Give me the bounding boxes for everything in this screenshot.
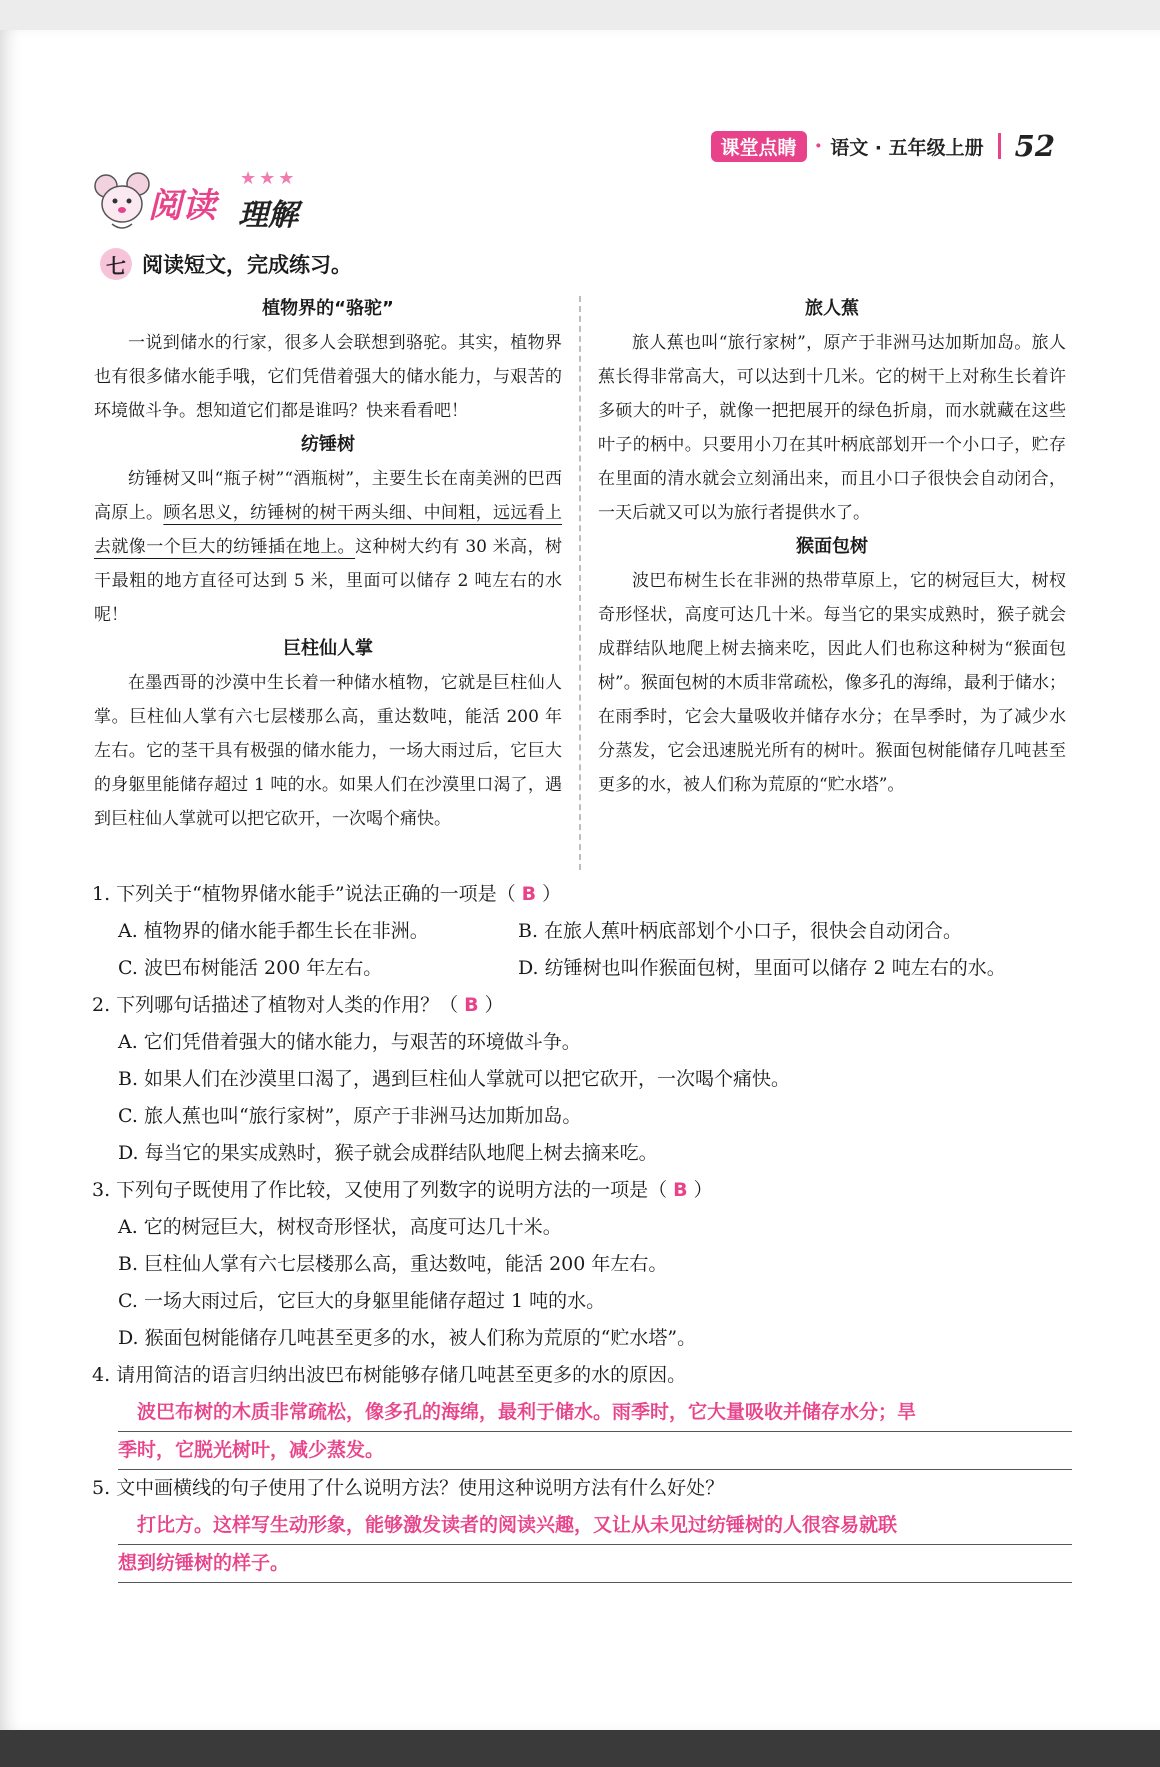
task-heading: [100, 248, 352, 280]
answer-5: [118, 1507, 1072, 1583]
option-d: D. 纺锤树也叫作猴面包树，里面可以储存 2 吨左右的水。: [518, 957, 1006, 979]
section-title-baobab: 猴面包树: [796, 536, 868, 557]
question-list: [92, 876, 1072, 1583]
option-b: B. 在旅人蕉叶柄底部划个小口子，很快会自动闭合。: [518, 920, 963, 942]
section-logo: [92, 168, 332, 238]
page-header: [711, 128, 1056, 164]
section-title-travellers-tree: 旅人蕉: [805, 298, 859, 319]
question-1-options-row-2: [118, 950, 1072, 987]
question-1-options-row-1: [118, 913, 1072, 950]
brand-badge: 课堂点睛: [711, 131, 807, 162]
option-d: D. 猴面包树能储存几吨甚至更多的水，被人们称为荒原的“贮水塔”。: [118, 1327, 697, 1349]
answer-4: [118, 1394, 1072, 1470]
option-c: C. 旅人蕉也叫“旅行家树”，原产于非洲马达加斯加岛。: [118, 1105, 582, 1127]
mouse-mascot-icon: [92, 172, 154, 234]
task-instruction: 阅读短文，完成练习。: [142, 253, 352, 277]
option-d: D. 每当它的果实成熟时，猴子就会成群结队地爬上树去摘来吃。: [118, 1142, 658, 1164]
question-5: 5. 文中画横线的句子使用了什么说明方法？使用这种说明方法有什么好处？: [92, 1477, 725, 1499]
answer-5-line-2: 想到纺锤树的样子。: [118, 1545, 1072, 1583]
rating-stars-icon: ★★★: [240, 168, 298, 189]
option-b: B. 巨柱仙人掌有六七层楼那么高，重达数吨，能活 200 年左右。: [118, 1253, 668, 1275]
answer-4-line-2: 季时，它脱光树叶，减少蒸发。: [118, 1432, 1072, 1470]
section-baobab-text: 波巴布树生长在非洲的热带草原上，它的树冠巨大，树杈奇形怪状，高度可达几十米。每当它的果实成熟时，猴子就会成群结队地爬上树去摘来吃，因此人们也称这种树为“猴面包树”。猴面包树的木质非常疏松，像多孔的海绵，最利于储水；在雨季时，它会大量吸收并储存水分；在旱季时，为了减少水分蒸发，它会迅速脱光所有的树叶。猴面包树能储存几吨甚至更多的水，被人们称为荒原的“贮水塔”。: [598, 571, 1066, 795]
section-title-saguaro: 巨柱仙人掌: [283, 638, 373, 659]
subject-label: 语文 · 五年级上册: [830, 136, 984, 159]
header-dot: ·: [814, 133, 823, 159]
option-a: A. 它们凭借着强大的储水能力，与艰苦的环境做斗争。: [118, 1031, 581, 1053]
answer-5-line-1: 打比方。这样写生动形象，能够激发读者的阅读兴趣，又让从未见过纺锤树的人很容易就联: [118, 1507, 1072, 1545]
logo-read-text: 阅读: [148, 186, 216, 226]
option-a: A. 它的树冠巨大，树杈奇形怪状，高度可达几十米。: [118, 1216, 562, 1238]
option-c: C. 波巴布树能活 200 年左右。: [118, 957, 383, 979]
section-travellers-tree-text: 旅人蕉也叫“旅行家树”，原产于非洲马达加斯加岛。旅人蕉长得非常高大，可以达到十几米。它的树干上对称生长着许多硕大的叶子，就像一把把展开的绿色折扇，而水就藏在这些叶子的柄中。只要用小刀在其叶柄底部划开一个小口子，贮存在里面的清水就会立刻涌出来，而且小口子很快会自动闭合，一天后就又可以为旅行者提供水了。: [598, 333, 1066, 523]
passage-right-column: [598, 292, 1066, 802]
passage-title: 植物界的“骆驼”: [262, 298, 394, 319]
underlined-sentence: 顾名思义，纺锤树的树干两头细、中间粗，远远看上去就像一个巨大的纺锤插在地上。: [94, 503, 563, 557]
answer-4-line-1: 波巴布树的木质非常疏松，像多孔的海绵，最利于储水。雨季时，它大量吸收并储存水分；旱: [118, 1394, 1072, 1432]
header-separator: [998, 133, 1001, 159]
answer-3: B: [673, 1179, 688, 1201]
logo-understand-text: 理解: [238, 198, 298, 233]
question-3: 3. 下列句子既使用了作比较，又使用了列数字的说明方法的一项是（ B ）: [92, 1179, 713, 1201]
question-2: 2. 下列哪句话描述了植物对人类的作用？（ B ）: [92, 994, 504, 1016]
passage-intro: 一说到储水的行家，很多人会联想到骆驼。其实，植物界也有很多储水能手哦，它们凭借着强大的储水能力，与艰苦的环境做斗争。想知道它们都是谁吗？快来看看吧！: [94, 333, 562, 421]
task-number: 七: [100, 248, 132, 280]
answer-1: B: [521, 883, 537, 905]
section-spindle-tree-text: 纺锤树又叫“瓶子树”“酒瓶树”，主要生长在南美洲的巴西高原上。顾名思义，纺锤树的树干两头细、中间粗，远远看上去就像一个巨大的纺锤插在地上。这种树大约有 30 米高，树干最粗的地方直径可达到 5 米，里面可以储存 2 吨左右的水呢！: [94, 469, 563, 625]
column-divider: [579, 296, 581, 870]
option-c: C. 一场大雨过后，它巨大的身躯里能储存超过 1 吨的水。: [118, 1290, 606, 1312]
question-4: 4. 请用简洁的语言归纳出波巴布树能够存储几吨甚至更多的水的原因。: [92, 1364, 687, 1386]
page-number: 52: [1014, 129, 1055, 163]
option-a: A. 植物界的储水能手都生长在非洲。: [118, 920, 429, 942]
question-1: 1. 下列关于“植物界储水能手”说法正确的一项是（ B ）: [92, 883, 562, 905]
answer-2: B: [464, 994, 479, 1016]
top-margin-strip: [0, 0, 1160, 30]
passage-left-column: [94, 292, 562, 836]
section-title-spindle-tree: 纺锤树: [301, 434, 355, 455]
option-b: B. 如果人们在沙漠里口渴了，遇到巨柱仙人掌就可以把它砍开，一次喝个痛快。: [118, 1068, 791, 1090]
section-saguaro-text: 在墨西哥的沙漠中生长着一种储水植物，它就是巨柱仙人掌。巨柱仙人掌有六七层楼那么高，重达数吨，能活 200 年左右。它的茎干具有极强的储水能力，一场大雨过后，它巨大的身躯里能储存超过 1 吨的水。如果人们在沙漠里口渴了，遇到巨柱仙人掌就可以把它砍开，一次喝个痛快。: [94, 673, 562, 829]
